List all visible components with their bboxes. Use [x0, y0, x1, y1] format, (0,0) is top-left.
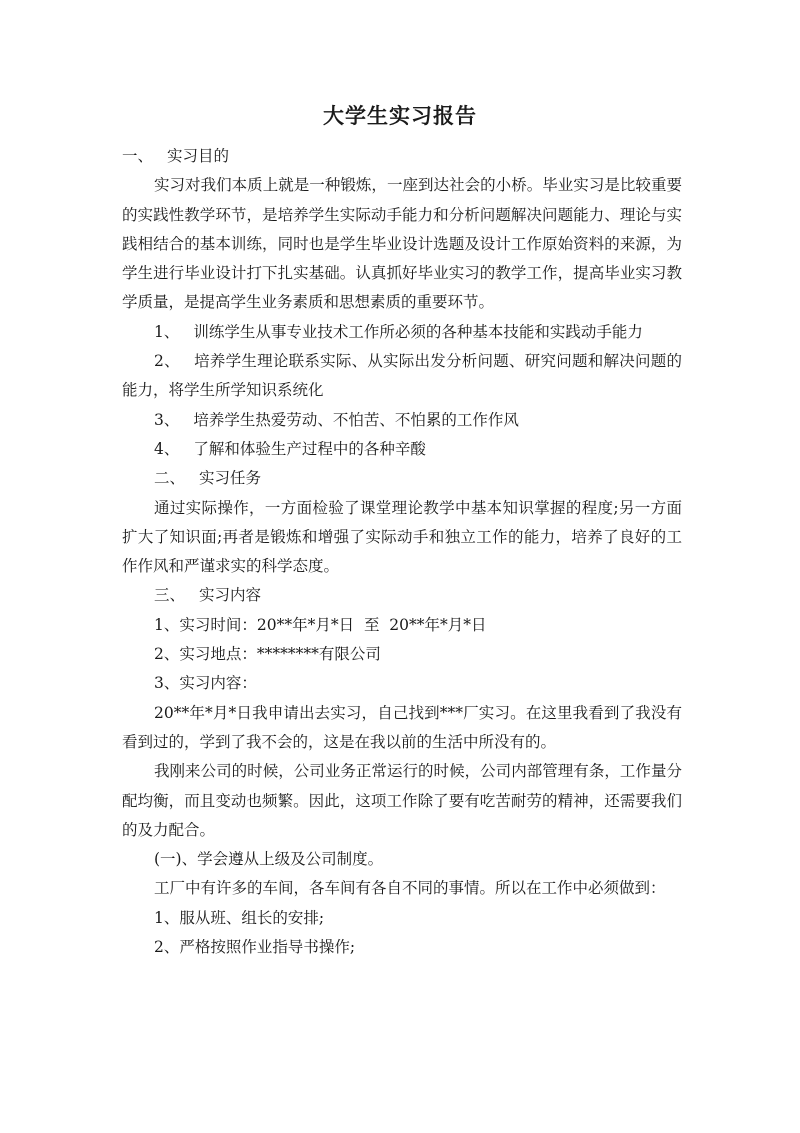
item-text: 了解和体验生产过程中的各种辛酸	[193, 439, 426, 458]
purpose-paragraph: 实习对我们本质上就是一种锻炼，一座到达社会的小桥。毕业实习是比较重要的实践性教学环节，是培养学生实际动手能力和分析问题解决问题能力、理论与实践相结合的基本训练，同时也是学生毕业设计选题及设计工作原始资料的来源，为学生进行毕业设计打下扎实基础。认真抓好毕业实习的教学工作，提高毕业实习教学质量，是提高学生业务素质和思想素质的重要环节。	[122, 176, 682, 312]
item-number: 1、	[154, 322, 180, 341]
section-title: 实习内容	[199, 586, 262, 605]
content-paragraph: 我刚来公司的时候，公司业务正常运行的时候，公司内部管理有条，工作量分配均衡，而且变动也频繁。因此，这项工作除了要有吃苦耐劳的精神，还需要我们的及力配合。	[122, 762, 682, 839]
task-paragraph: 通过实际操作，一方面检验了课堂理论教学中基本知识掌握的程度;另一方面扩大了知识面;再者是锻炼和增强了实际动手和独立工作的能力，培养了良好的工作作风和严谨求实的科学态度。	[122, 498, 682, 576]
purpose-item	[122, 347, 682, 406]
section-number: 一、	[122, 147, 154, 165]
rule-item: 2、严格按照作业指导书操作;	[154, 938, 356, 957]
rule-item: 1、服从班、组长的安排;	[154, 908, 325, 927]
item-text: 培养学生热爱劳动、不怕苦、不怕累的工作作风	[193, 410, 519, 429]
internship-time: 1、实习时间：20**年*月*日 至 20**年*月*日	[154, 615, 487, 634]
internship-place: 2、实习地点：********有限公司	[154, 645, 381, 664]
item-number: 2、	[154, 352, 180, 371]
item-number: 3、	[154, 410, 180, 429]
section-heading-2	[122, 464, 682, 493]
section-number: 二、	[154, 469, 186, 488]
section-number: 三、	[154, 586, 186, 605]
section-heading-1	[122, 142, 682, 171]
purpose-item	[122, 435, 682, 464]
sub-heading: (一)、学会遵从上级及公司制度。	[154, 850, 384, 869]
content-paragraph: 工厂中有许多的车间，各车间有各自不同的事情。所以在工作中必须做到：	[154, 879, 666, 898]
item-number: 4、	[154, 439, 180, 458]
purpose-item	[122, 318, 682, 347]
document-body	[122, 142, 682, 962]
internship-content-label: 3、实习内容：	[154, 674, 257, 693]
item-text: 培养学生理论联系实际、从实际出发分析问题、研究问题和解决问题的能力，将学生所学知识系统化	[122, 352, 682, 400]
content-paragraph: 20**年*月*日我申请出去实习，自己找到***厂实习。在这里我看到了我没有看到过的，学到了我不会的，这是在我以前的生活中所没有的。	[122, 703, 682, 751]
section-title: 实习目的	[167, 147, 230, 165]
item-text: 训练学生从事专业技术工作所必须的各种基本技能和实践动手能力	[193, 322, 643, 341]
purpose-item	[122, 406, 682, 435]
page-title: 大学生实习报告	[323, 104, 477, 128]
section-heading-3	[122, 581, 682, 610]
section-title: 实习任务	[199, 469, 262, 488]
